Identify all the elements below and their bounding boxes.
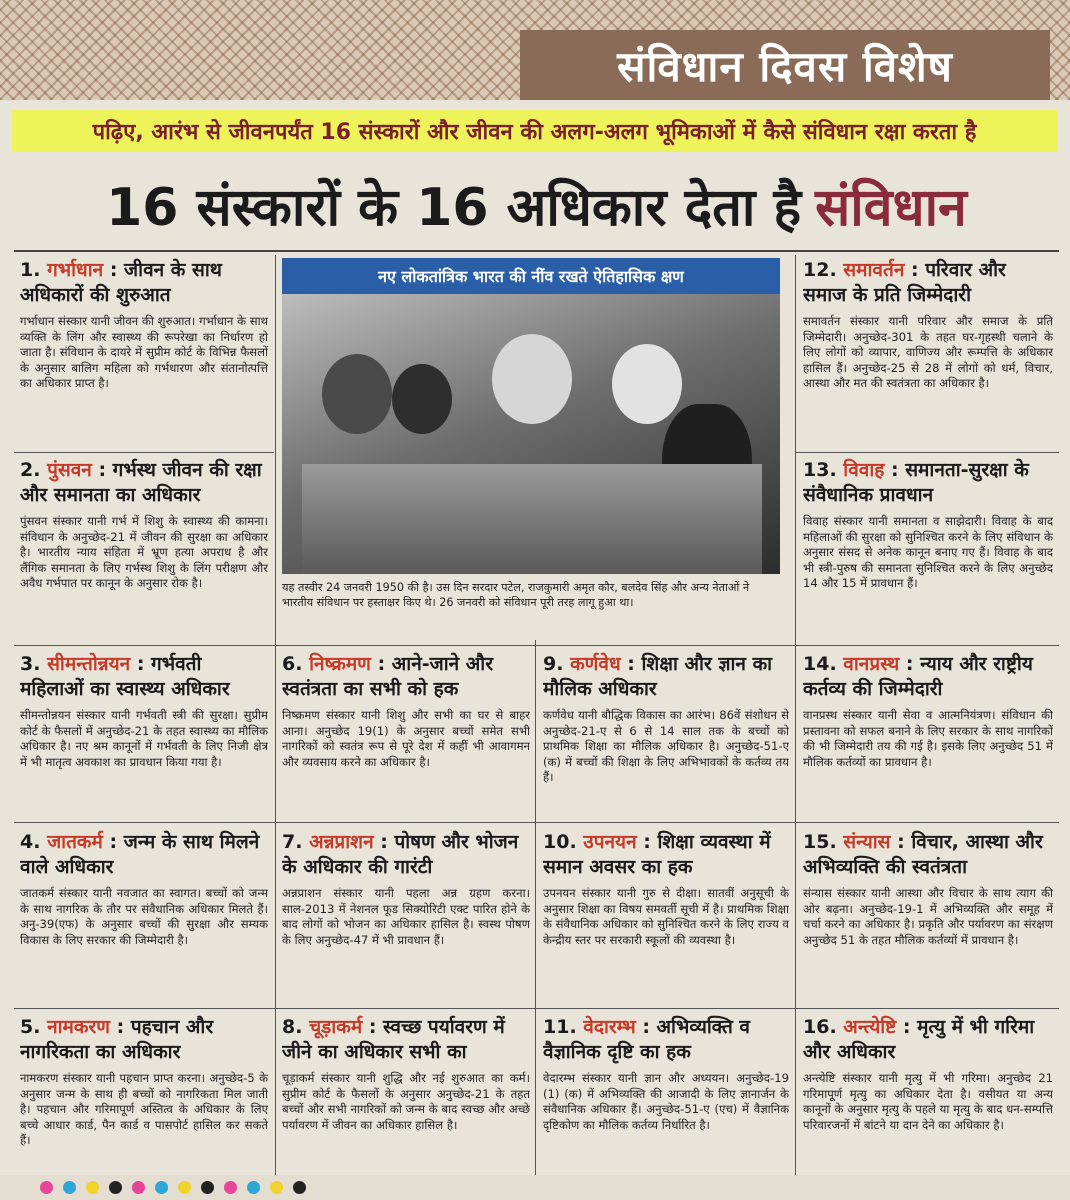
section-title: : अभिव्यक्ति व वैज्ञानिक दृष्टि का हक [543, 1016, 750, 1063]
section-name: अन्त्येष्टि [843, 1016, 897, 1038]
divider [14, 1008, 1059, 1009]
section-10 [543, 830, 789, 1005]
registration-dot [270, 1181, 283, 1194]
section-2 [20, 458, 268, 643]
registration-dot [40, 1181, 53, 1194]
section-number: 2. [20, 459, 41, 481]
registration-dot [224, 1181, 237, 1194]
registration-dot [86, 1181, 99, 1194]
divider [14, 452, 274, 453]
section-title: : गर्भस्थ जीवन की रक्षा और समानता का अधिकार [20, 459, 262, 506]
section-11 [543, 1015, 789, 1175]
historic-photo-block [282, 258, 780, 638]
section-name: अन्नप्राशन [309, 831, 374, 853]
figure-shape [392, 364, 452, 434]
section-body: पुंसवन संस्कार यानी गर्भ में शिशु के स्वास्थ्य की कामना। संविधान के अनुच्छेद-21 में जीवन की सुरक्षा का अधिकार है। भारतीय न्याय संहिता में भ्रूण हत्या अपराध है और लैंगिक समानता के लिए गर्भस्थ शिशु के लिंग परीक्षण और अवैध गर्भपात पर कानून के अनुसार रोक है। [20, 514, 268, 590]
section-body: जातकर्म संस्कार यानी नवजात का स्वागत। बच्चों को जन्म के साथ नागरिक के तौर पर संवैधानिक अधिकार मिलते हैं। अनु-39(एफ) के अनुसार बच्चों की सुरक्षा और सम्यक विकास के लिए सरकार की जिम्मेदारी है। [20, 886, 268, 947]
registration-dot [132, 1181, 145, 1194]
section-name: कर्णवेध [570, 653, 621, 675]
section-title: : समानता-सुरक्षा के संवैधानिक प्रावधान [803, 459, 1029, 506]
section-name: वानप्रस्थ [843, 653, 900, 675]
section-body: निष्क्रमण संस्कार यानी शिशु और सभी का घर से बाहर आना। अनुच्छेद 19(1) के अनुसार बच्चों समेत सभी नागरिकों को स्वतंत्र रूप से पूरे देश में कहीं भी आवागमन और व्यवसाय करने का अधिकार है। [282, 708, 530, 769]
column-divider [795, 255, 796, 1175]
subheadline: पढ़िए, आरंभ से जीवनपर्यंत 16 संस्कारों और जीवन की अलग-अलग भूमिकाओं में कैसे संविधान रक्षा करता है [12, 110, 1057, 152]
section-name: सीमन्तोन्नयन [47, 653, 131, 675]
section-title: : पहचान और नागरिकता का अधिकार [20, 1016, 214, 1063]
section-number: 7. [282, 831, 303, 853]
divider [14, 822, 1059, 823]
section-number: 15. [803, 831, 837, 853]
section-body: उपनयन संस्कार यानी गुरु से दीक्षा। सातवीं अनुसूची के अनुसार शिक्षा का विषय समवर्ती सूची में है। प्राथमिक शिक्षा के संवैधानिक अधिकार को सुनिश्चित करने के लिए राज्य व केन्द्रीय स्तर पर सरकारी स्कूलों की व्यवस्था है। [543, 886, 789, 947]
section-name: चूड़ाकर्म [309, 1016, 363, 1038]
special-banner: संविधान दिवस विशेष [520, 30, 1050, 100]
section-body: चूड़ाकर्म संस्कार यानी शुद्धि और नई शुरुआत का कर्म। सुप्रीम कोर्ट के फैसलों के अनुसार अनुच्छेद-21 के तहत बच्चों और सभी नागरिकों को जन्म के बाद स्वच्छ और अच्छे पर्यावरण में जीवन का अधिकार हासिल है। [282, 1071, 530, 1132]
section-6 [282, 652, 530, 817]
section-name: विवाह [843, 459, 885, 481]
column-divider [535, 640, 536, 1175]
section-1 [20, 258, 268, 448]
section-5 [20, 1015, 268, 1175]
section-number: 13. [803, 459, 837, 481]
section-name: वेदारम्भ [583, 1016, 636, 1038]
section-number: 5. [20, 1016, 41, 1038]
table-shape [302, 464, 762, 574]
section-number: 10. [543, 831, 577, 853]
section-body: वेदारम्भ संस्कार यानी ज्ञान और अध्ययन। अनुच्छेद-19 (1) (क) में अभिव्यक्ति की आजादी के लिए ज्ञानार्जन के संवैधानिक अधिकार हैं। अनुच्छेद-51-ए (एच) में वैज्ञानिक दृष्टिकोण का मौलिक कर्तव्य निर्धारित है। [543, 1071, 789, 1132]
section-title: : मृत्यु में भी गरिमा और अधिकार [803, 1016, 1035, 1063]
registration-dot [293, 1181, 306, 1194]
section-number: 9. [543, 653, 564, 675]
section-title: : न्याय और राष्ट्रीय कर्तव्य की जिम्मेदारी [803, 653, 1033, 700]
section-number: 14. [803, 653, 837, 675]
section-number: 1. [20, 259, 41, 281]
section-8 [282, 1015, 530, 1175]
section-13 [803, 458, 1053, 643]
divider [14, 645, 1059, 646]
section-3 [20, 652, 268, 817]
section-16 [803, 1015, 1053, 1175]
section-number: 4. [20, 831, 41, 853]
section-number: 12. [803, 259, 837, 281]
registration-dot [63, 1181, 76, 1194]
section-body: कर्णवेध यानी बौद्धिक विकास का आरंभ। 86वें संशोधन से अनुच्छेद-21-ए से 6 से 14 साल तक के बच्चों को प्राथमिक शिक्षा का मौलिक अधिकार है। अनुच्छेद-51-ए (क) में बच्चों की शिक्षा के लिए अभिभावकों के कर्तव्य तय हैं। [543, 708, 789, 784]
registration-dot [155, 1181, 168, 1194]
section-number: 8. [282, 1016, 303, 1038]
section-number: 6. [282, 653, 303, 675]
section-name: पुंसवन [47, 459, 92, 481]
section-title: : स्वच्छ पर्यावरण में जीने का अधिकार सभी का [282, 1016, 505, 1063]
section-name: निष्क्रमण [309, 653, 371, 675]
figure-shape [612, 344, 682, 424]
photo-header: नए लोकतांत्रिक भारत की नींव रखते ऐतिहासिक क्षण [282, 258, 780, 294]
divider [14, 250, 1059, 252]
divider [796, 452, 1059, 453]
figure-shape [492, 334, 572, 424]
section-title: : विचार, आस्था और अभिव्यक्ति की स्वतंत्रता [803, 831, 1043, 878]
section-title: : परिवार और समाज के प्रति जिम्मेदारी [803, 259, 1006, 306]
section-body: गर्भाधान संस्कार यानी जीवन की शुरुआत। गर्भाधान के साथ व्यक्ति के लिंग और स्वास्थ्य की रूपरेखा का निर्धारण हो जाता है। संविधान के दायरे में सुप्रीम कोर्ट के विभिन्न फैसलों के अनुसार बालिग महिला को गर्भधारण और संतानोत्पत्ति का अधिकार प्राप्त है। [20, 314, 268, 390]
headline [14, 160, 1059, 250]
section-name: गर्भाधान [47, 259, 104, 281]
print-registration-strip [0, 1175, 1070, 1200]
section-15 [803, 830, 1053, 1005]
section-body: अन्त्येष्टि संस्कार यानी मृत्यु में भी गरिमा। अनुच्छेद 21 गरिमापूर्ण मृत्यु का अधिकार देता है। वसीयत या अन्य कानूनों के अनुसार मृत्यु के पहले या मृत्यु के बाद धन-सम्पत्ति परिवारजनों में बांटने या दान देने का अधिकार है। [803, 1071, 1053, 1132]
section-name: संन्यास [843, 831, 891, 853]
headline-accent: संविधान [815, 177, 967, 238]
section-name: उपनयन [583, 831, 637, 853]
section-7 [282, 830, 530, 1005]
photo-caption: यह तस्वीर 24 जनवरी 1950 की है। उस दिन सरदार पटेल, राजकुमारी अमृत कौर, बलदेव सिंह और अन्य नेताओं ने भारतीय संविधान पर हस्ताक्षर किए थे। 26 जनवरी को संविधान पूरी तरह लागू हुआ था। [282, 581, 750, 609]
section-title: : आने-जाने और स्वतंत्रता का सभी को हक [282, 653, 494, 700]
section-body: नामकरण संस्कार यानी पहचान प्राप्त करना। अनुच्छेद-5 के अनुसार जन्म के साथ ही बच्चों को नागरिकता मिल जाती है। पहचान और गरिमापूर्ण अस्तित्व के अधिकार के लिए बच्चे आधार कार्ड, पैन कार्ड व पासपोर्ट हासिल कर सकते हैं। [20, 1071, 268, 1147]
section-title: : जीवन के साथ अधिकारों की शुरुआत [20, 259, 222, 306]
section-number: 16. [803, 1016, 837, 1038]
historic-photo [282, 294, 780, 574]
section-body: विवाह संस्कार यानी समानता व साझेदारी। विवाह के बाद महिलाओं की सुरक्षा को सुनिश्चित करने के लिए संविधान के अनुसार संसद से अनेक कानून बनाए गए हैं। विवाह के बाद भी स्त्री-पुरुष की समानता सुनिश्चित करने के लिए अनुच्छेद 14 और 15 में प्रावधान हैं। [803, 514, 1053, 590]
section-title: : गर्भवती महिलाओं का स्वास्थ्य अधिकार [20, 653, 230, 700]
section-4 [20, 830, 268, 1005]
section-name: समावर्तन [843, 259, 905, 281]
registration-dot [247, 1181, 260, 1194]
section-14 [803, 652, 1053, 817]
registration-dot [201, 1181, 214, 1194]
section-body: सीमन्तोन्नयन संस्कार यानी गर्भवती स्त्री की सुरक्षा। सुप्रीम कोर्ट के फैसलों में अनुच्छेद-21 के तहत स्वास्थ्य का मौलिक अधिकार है। नए श्रम कानूनों में गर्भवती के लिए निजी क्षेत्र में भी मातृत्व अवकाश का प्रावधान किया गया है। [20, 708, 268, 769]
section-title: : शिक्षा और ज्ञान का मौलिक अधिकार [543, 653, 773, 700]
registration-dot [178, 1181, 191, 1194]
section-title: : जन्म के साथ मिलने वाले अधिकार [20, 831, 260, 878]
section-9 [543, 652, 789, 817]
section-12 [803, 258, 1053, 448]
section-body: वानप्रस्थ संस्कार यानी सेवा व आत्मनियंत्रण। संविधान की प्रस्तावना को सफल बनाने के लिए सरकार के साथ नागरिकों की भी जिम्मेदारी तय की गई है। इसके लिए अनुच्छेद 51 में मौलिक कर्तव्यों का प्रावधान है। [803, 708, 1053, 769]
column-divider [275, 255, 276, 1175]
section-body: समावर्तन संस्कार यानी परिवार और समाज के प्रति जिम्मेदारी। अनुच्छेद-301 के तहत घर-गृहस्थी चलाने के लिए लोगों को व्यापार, वाणिज्य और रूम्पत्ति के अधिकार हासिल हैं। अनुच्छेद-25 से 28 में लोगों को धर्म, विचार, आस्था और मत की स्वतंत्रता का अधिकार है। [803, 314, 1053, 390]
registration-dot [109, 1181, 122, 1194]
section-number: 11. [543, 1016, 577, 1038]
section-number: 3. [20, 653, 41, 675]
section-body: संन्यास संस्कार यानी आस्था और विचार के साथ त्याग की ओर बढ़ना। अनुच्छेद-19-1 में अभिव्यक्ति और समूह में चर्चा करने का अधिकार है। प्रकृति और पर्यावरण का संरक्षण अनुच्छेद 51 के तहत मौलिक कर्तव्यों में प्रावधान है। [803, 886, 1053, 947]
section-title: : पोषण और भोजन के अधिकार की गारंटी [282, 831, 519, 878]
section-body: अन्नप्राशन संस्कार यानी पहला अन्न ग्रहण करना। साल-2013 में नेशनल फूड सिक्योरिटी एक्ट पारित होने के बाद लोगों को भोजन का अधिकार हासिल है। स्वस्थ पोषण के लिए अनुच्छेद-47 में भी प्रावधान हैं। [282, 886, 530, 947]
section-title: : शिक्षा व्यवस्था में समान अवसर का हक [543, 831, 771, 878]
headline-main: 16 संस्कारों के 16 अधिकार देता है [106, 177, 802, 238]
section-name: नामकरण [47, 1016, 111, 1038]
section-name: जातकर्म [47, 831, 103, 853]
figure-shape [322, 354, 392, 434]
